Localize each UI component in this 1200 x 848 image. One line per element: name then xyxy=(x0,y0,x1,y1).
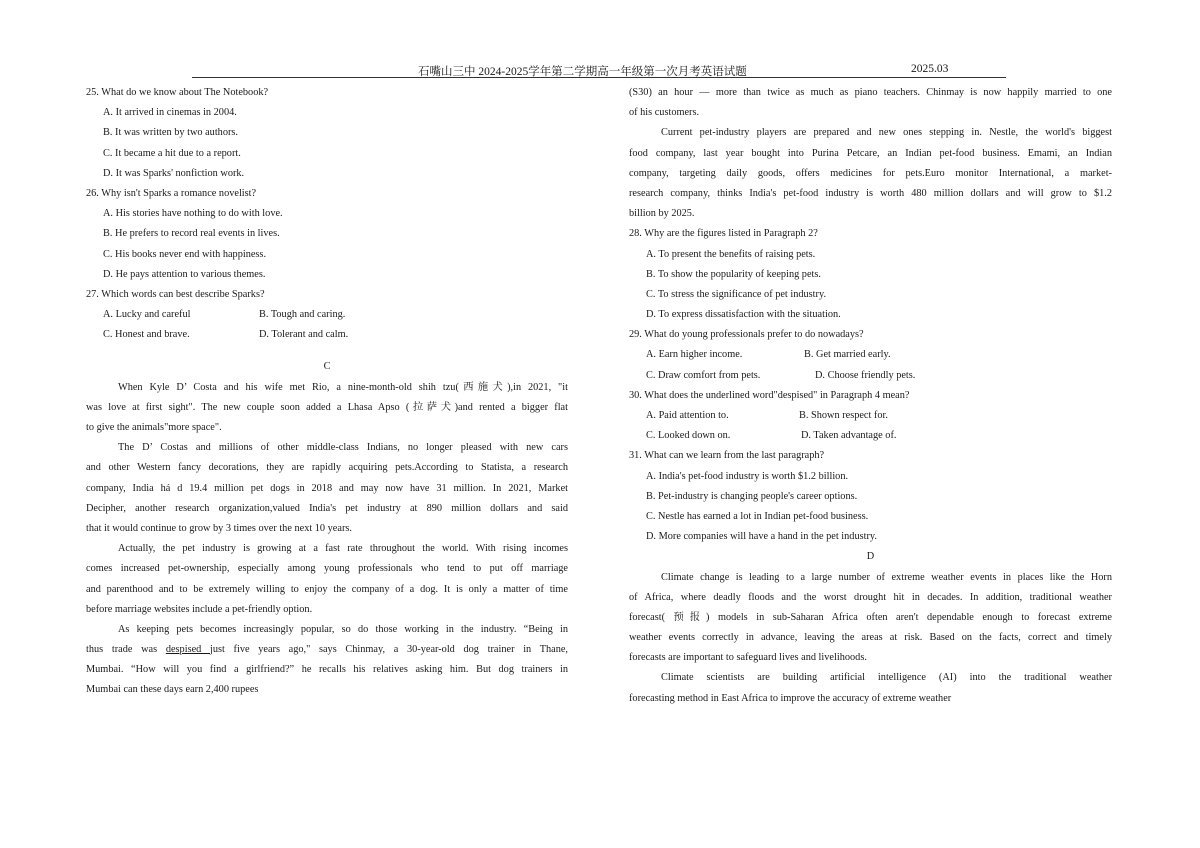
passage-line: (S30) an hour — more than twice as much as piano teachers. Chinmay is now happily married to one xyxy=(629,87,1112,98)
q31-option-d: D. More companies will have a hand in the pet industry. xyxy=(646,531,877,543)
passage-line: Climate change is leading to a large number of extreme weather events in places like the Horn xyxy=(661,571,1112,583)
question-31: 31. What can we learn from the last paragraph? xyxy=(629,450,825,462)
passage-line: billion by 2025. xyxy=(629,208,695,220)
q29-option-d: D. Choose friendly pets. xyxy=(815,369,916,381)
q27-option-d: D. Tolerant and calm. xyxy=(259,329,349,341)
q27-option-c: C. Honest and brave. xyxy=(103,329,190,341)
passage-c-end xyxy=(86,660,568,700)
passage-line: Mumbai. “How will you find a girlfriend?” he recalls his relatives asking him. But dog trainers in xyxy=(86,664,568,676)
q29-options-row2 xyxy=(629,366,1112,386)
passage-c-continued xyxy=(629,83,1112,224)
passage-line: of Africa, where deadly floods and the worst drought hit in decades. In addition, traditional weather xyxy=(629,591,1112,603)
left-column xyxy=(86,83,568,701)
q29-option-b: B. Get married early. xyxy=(804,349,891,361)
despised-underlined: despised xyxy=(165,644,210,656)
question-28: 28. Why are the figures listed in Paragraph 2? xyxy=(629,228,818,240)
passage-line: and parenthood and to be extremely willing to enjoy the company of a dog. It is only a matter of time xyxy=(86,583,568,595)
passage-line: Decipher, another research organization,valued India's pet industry at 890 million dollars and said xyxy=(86,502,568,514)
passage-line: The D’ Costas and millions of other middle-class Indians, no longer pleased with new cars xyxy=(118,442,568,454)
q28-option-d: D. To express dissatisfaction with the situation. xyxy=(646,309,841,321)
passage-line: of his customers. xyxy=(629,107,700,119)
q31-option-c: C. Nestle has earned a lot in Indian pet-food business. xyxy=(646,510,869,522)
passage-line: comes increased pet-ownership, especially among young professionals who tend to put off marriage xyxy=(86,563,568,575)
passage-line: forecast( 预报) models in sub-Saharan Africa often aren't dependable enough to forecast extreme xyxy=(629,611,1112,623)
q25-option-c: C. It became a hit due to a report. xyxy=(103,147,241,159)
q27-option-a: A. Lucky and careful xyxy=(103,309,191,321)
exam-header xyxy=(192,62,1006,78)
question-30: 30. What does the underlined word"despised" in Paragraph 4 mean? xyxy=(629,389,910,401)
q27-options-row2 xyxy=(86,325,568,345)
section-c-heading: C xyxy=(323,361,331,373)
passage-line: Actually, the pet industry is growing at a fast rate throughout the world. With rising incomes xyxy=(118,543,568,555)
passage-d xyxy=(629,568,1112,709)
q30-option-c: C. Looked down on. xyxy=(646,430,731,442)
passage-line: food company, last year bought into Purina Petcare, an Indian pet-food business. Emami, an Indian xyxy=(629,147,1112,159)
passage-line: company, targeting daily goods, offers medicines for pets.Euro monitor International, a market- xyxy=(629,167,1112,179)
q25-option-b: B. It was written by two authors. xyxy=(103,127,238,139)
q30-options-row1 xyxy=(629,406,1112,426)
passage-line: before marriage websites include a pet-friendly option. xyxy=(86,603,313,615)
passage-c-line: thus trade was despised just five years ago," says Chinmay, a 30-year-old dog trainer in Thane, xyxy=(86,644,569,656)
passage-line: Climate scientists are building artificial intelligence (AI) into the traditional weather xyxy=(661,672,1112,684)
q25-option-a: A. It arrived in cinemas in 2004. xyxy=(103,107,237,119)
exam-title: 石嘴山三中 2024-2025学年第二学期高一年级第一次月考英语试题 xyxy=(418,66,747,78)
q30-option-b: B. Shown respect for. xyxy=(799,410,888,421)
passage-line: and other Western fancy decorations, they are rapidly acquiring pets.According to Statista, a research xyxy=(86,462,568,474)
question-27: 27. Which words can best describe Sparks? xyxy=(86,288,265,300)
q29-option-c: C. Draw comfort from pets. xyxy=(646,369,761,381)
q29-options-row1 xyxy=(629,345,1112,365)
q28-option-c: C. To stress the significance of pet industry. xyxy=(646,288,827,300)
q30-options-row2 xyxy=(629,426,1112,446)
q28-option-b: B. To show the popularity of keeping pets. xyxy=(646,268,821,280)
passage-line: forecasts are important to safeguard lives and livelihoods. xyxy=(629,652,867,664)
q28-option-a: A. To present the benefits of raising pets. xyxy=(646,248,816,260)
passage-line: When Kyle D’ Costa and his wife met Rio, a nine-month-old shih tzu(西施犬),in 2021, "it xyxy=(118,381,568,393)
passage-c xyxy=(86,378,568,640)
q30-option-d: D. Taken advantage of. xyxy=(801,430,897,442)
q31-option-a: A. India's pet-food industry is worth $1.2 billion. xyxy=(646,470,849,482)
passage-line: weather events correctly in advance, leaving the areas at risk. Based on the facts, correct and timely xyxy=(629,632,1112,644)
q29-option-a: A. Earn higher income. xyxy=(646,349,743,361)
passage-line: company, India há d 19.4 million pet dogs in 2018 and may now have 31 million. In 2021, Market xyxy=(86,482,568,494)
passage-line: Current pet-industry players are prepared and new ones stepping in. Nestle, the world's biggest xyxy=(661,127,1112,139)
passage-line: Mumbai can these days earn 2,400 rupees xyxy=(86,684,259,696)
q27-option-b: B. Tough and caring. xyxy=(259,309,346,321)
passage-line: to give the animals"more space". xyxy=(86,422,222,433)
passage-line: was love at first sight". The new couple soon added a Lhasa Apso (拉萨犬)and rented a bigger flat xyxy=(86,401,568,413)
section-d-heading: D xyxy=(866,551,875,563)
question-25: 25. What do we know about The Notebook? xyxy=(86,87,269,98)
q26-option-a: A. His stories have nothing to do with love. xyxy=(103,208,283,220)
q26-option-c: C. His books never end with happiness. xyxy=(103,248,267,260)
passage-line: As keeping pets becomes increasingly popular, so do those working in the industry. “Being in xyxy=(118,623,568,635)
question-29: 29. What do young professionals prefer to do nowadays? xyxy=(629,329,864,341)
q26-option-b: B. He prefers to record real events in lives. xyxy=(103,228,280,240)
q27-options-row1 xyxy=(86,305,568,325)
passage-line: that it would continue to grow by 3 times over the next 10 years. xyxy=(86,522,352,534)
q26-option-d: D. He pays attention to various themes. xyxy=(103,268,266,280)
q31-option-b: B. Pet-industry is changing people's career options. xyxy=(646,490,858,502)
question-26: 26. Why isn't Sparks a romance novelist? xyxy=(86,187,257,199)
right-column xyxy=(629,83,1112,709)
exam-date: 2025.03 xyxy=(911,63,949,75)
passage-line: forecasting method in East Africa to improve the accuracy of extreme weather xyxy=(629,692,952,704)
passage-line: research company, thinks India's pet-food industry is worth 480 million dollars and will grow to $1.2 xyxy=(629,187,1112,199)
q30-option-a: A. Paid attention to. xyxy=(646,410,729,421)
q25-option-d: D. It was Sparks' nonfiction work. xyxy=(103,167,245,179)
